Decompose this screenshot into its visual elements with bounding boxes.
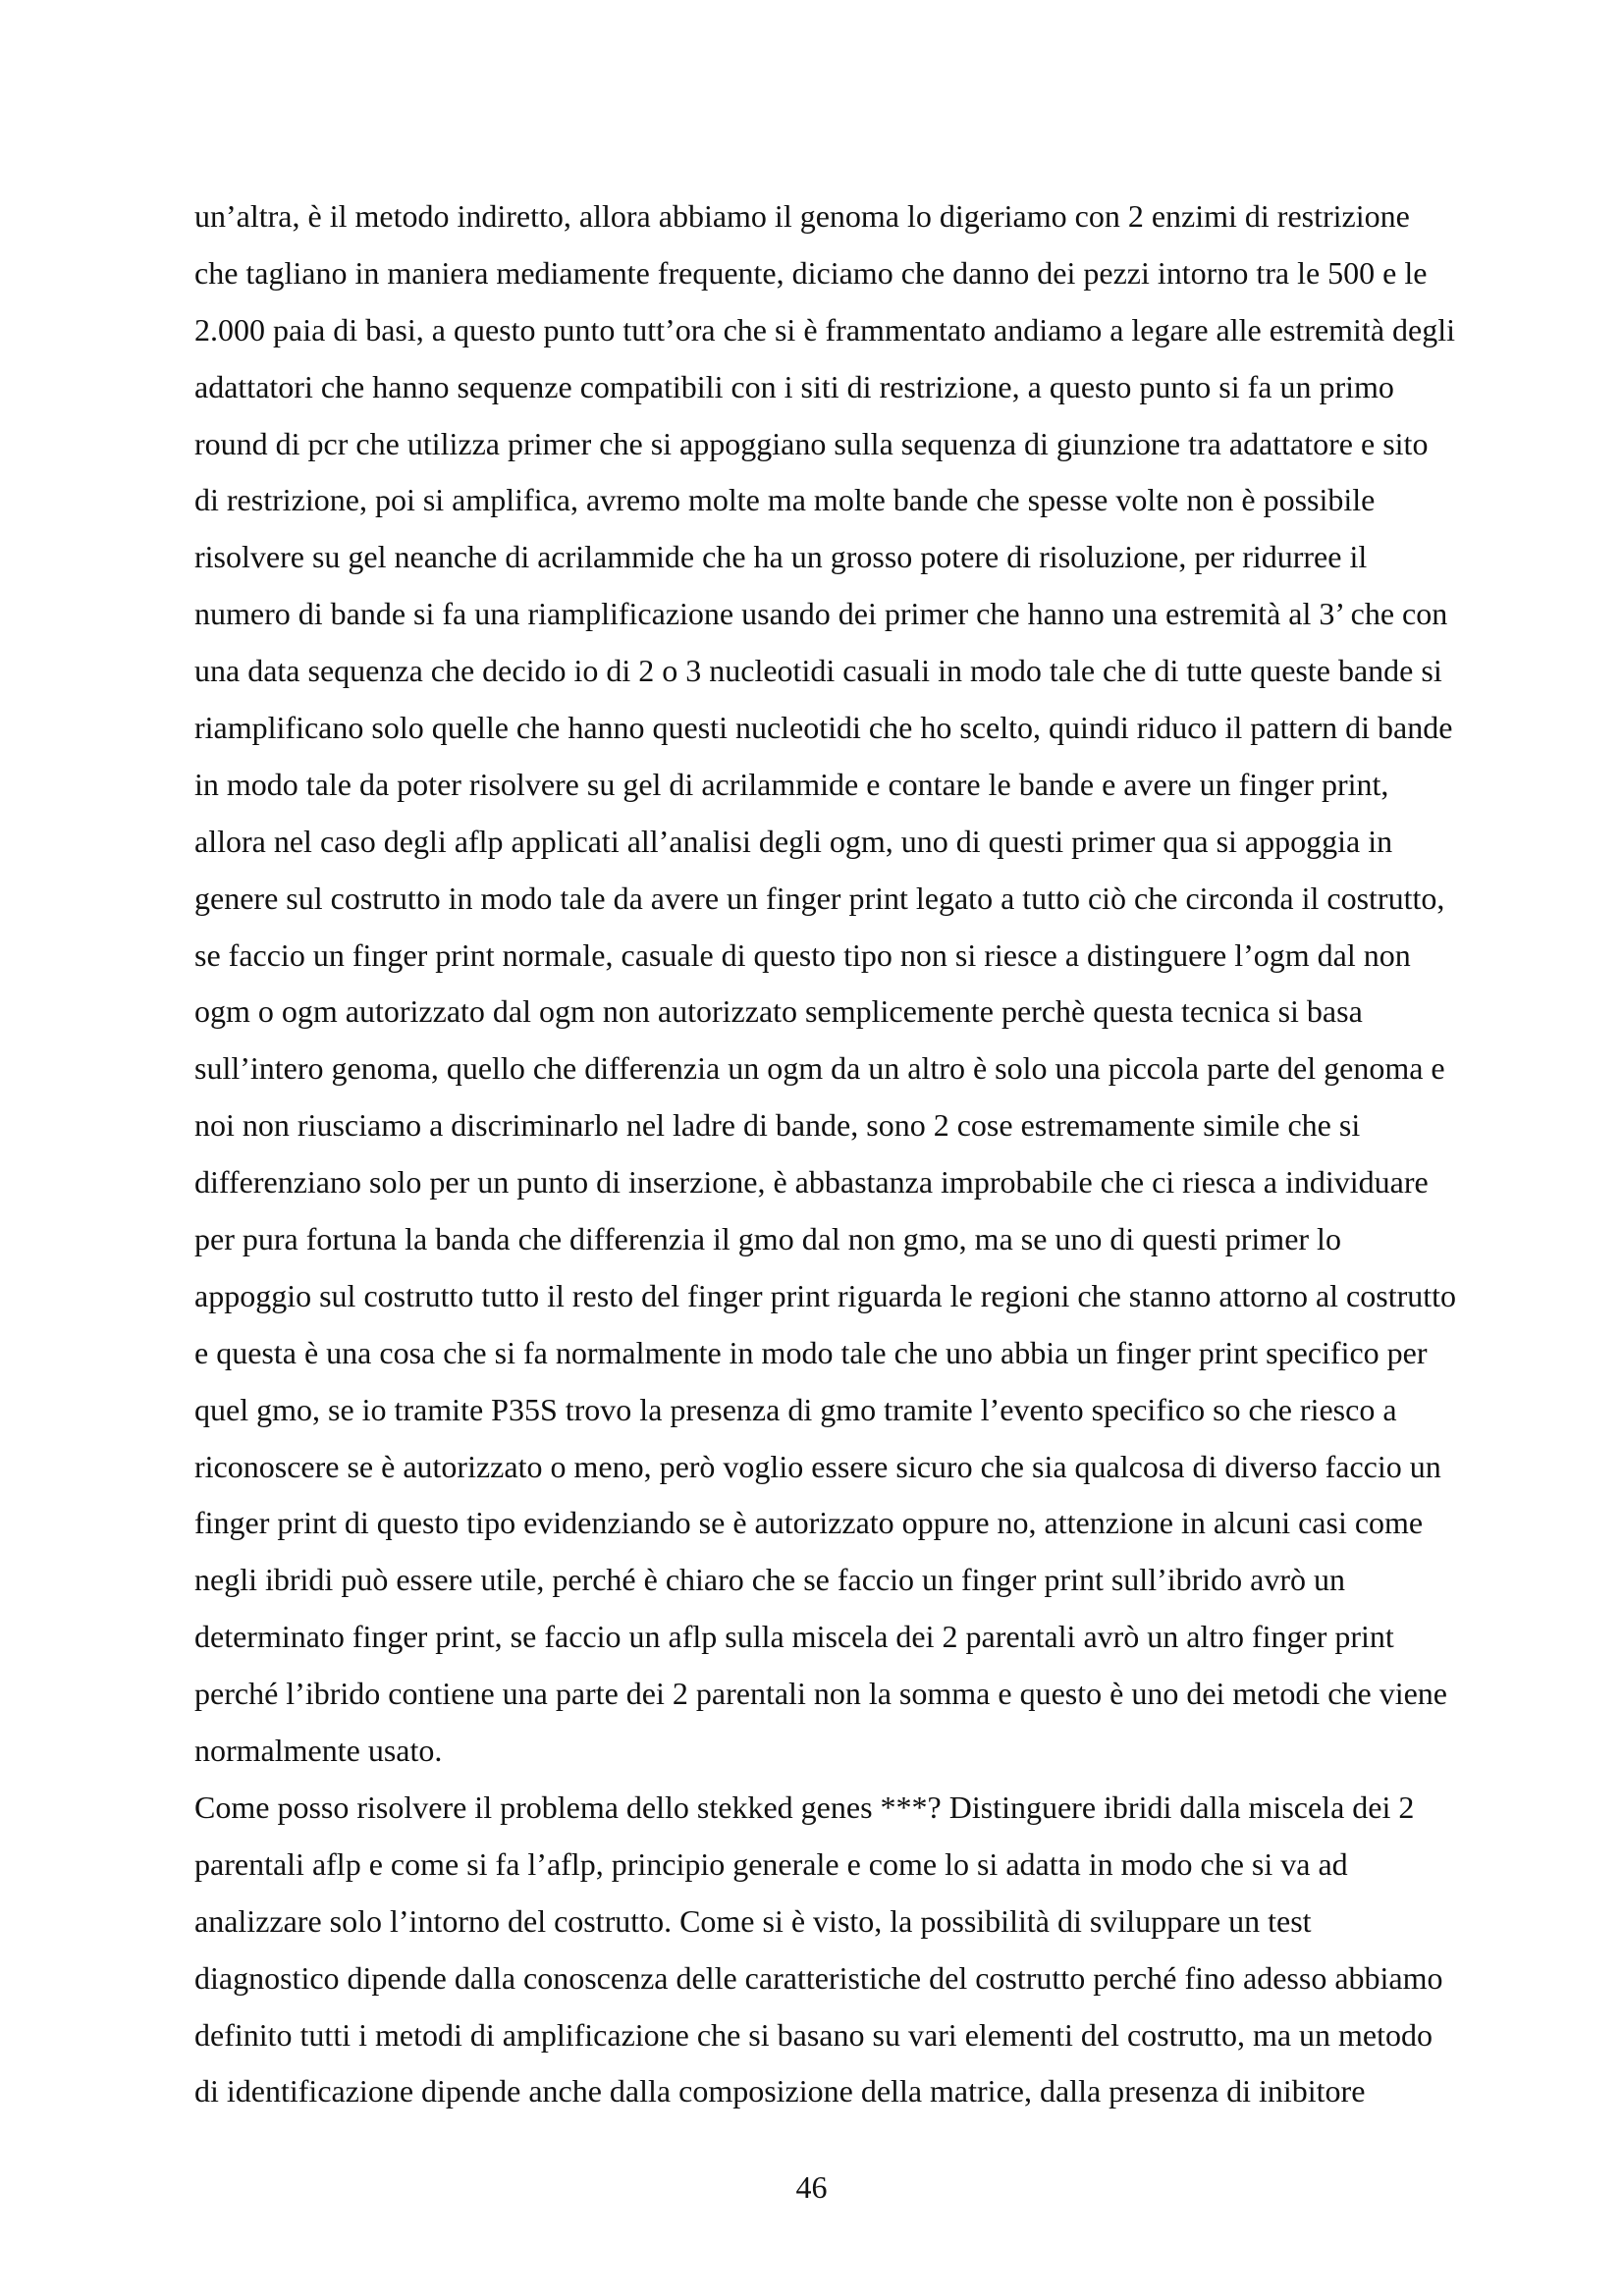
- text-line: ogm o ogm autorizzato dal ogm non autorizzato semplicemente perchè questa tecnica si basa: [194, 993, 1363, 1030]
- text-line: determinato finger print, se faccio un aflp sulla miscela dei 2 parentali avrò un altro finger print: [194, 1619, 1394, 1655]
- body-text: [194, 188, 1481, 2120]
- text-line: differenziano solo per un punto di inserzione, è abbastanza improbabile che ci riesca a individuare: [194, 1164, 1429, 1201]
- text-line: allora nel caso degli aflp applicati all’analisi degli ogm, uno di questi primer qua si appoggia in: [194, 823, 1393, 859]
- text-line: per pura fortuna la banda che differenzia il gmo dal non gmo, ma se uno di questi primer lo: [194, 1221, 1341, 1257]
- text-line: perché l’ibrido contiene una parte dei 2 parentali non la somma e questo è uno dei metodi che viene: [194, 1676, 1447, 1712]
- text-line: round di pcr che utilizza primer che si appoggiano sulla sequenza di giunzione tra adattatore e sito: [194, 425, 1429, 461]
- page-number: 46: [795, 2169, 828, 2205]
- text-line: e questa è una cosa che si fa normalmente in modo tale che uno abbia un finger print specifico per: [194, 1334, 1428, 1370]
- text-line: che tagliano in maniera mediamente frequente, diciamo che danno dei pezzi intorno tra le 500 e le: [194, 254, 1428, 291]
- text-line: appoggio sul costrutto tutto il resto del finger print riguarda le regioni che stanno attorno al costrutto: [194, 1277, 1457, 1313]
- text-line: finger print di questo tipo evidenziando se è autorizzato oppure no, attenzione in alcuni casi come: [194, 1505, 1424, 1541]
- text-line: Come posso risolvere il problema dello stekked genes ***? Distinguere ibridi dalla miscela dei 2: [194, 1789, 1415, 1825]
- text-line: di identificazione dipende anche dalla composizione della matrice, dalla presenza di inibitore: [194, 2073, 1366, 2109]
- text-line: una data sequenza che decido io di 2 o 3 nucleotidi casuali in modo tale che di tutte queste bande si: [194, 653, 1442, 689]
- text-line: in modo tale da poter risolvere su gel di acrilammide e contare le bande e avere un finger print,: [194, 766, 1389, 802]
- text-line: quel gmo, se io tramite P35S trovo la presenza di gmo tramite l’evento specifico so che riesco a: [194, 1391, 1397, 1427]
- text-line: risolvere su gel neanche di acrilammide che ha un grosso potere di risoluzione, per ridurree il: [194, 539, 1368, 575]
- text-line: diagnostico dipende dalla conoscenza delle caratteristiche del costrutto perché fino adesso abbiamo: [194, 1959, 1443, 1996]
- text-line: noi non riusciamo a discriminarlo nel ladre di bande, sono 2 cose estremamente simile che si: [194, 1107, 1361, 1144]
- text-line: adattatori che hanno sequenze compatibili con i siti di restrizione, a questo punto si fa un primo: [194, 368, 1394, 404]
- text-line: analizzare solo l’intorno del costrutto. Come si è visto, la possibilità di sviluppare un test: [194, 1902, 1312, 1939]
- text-line: genere sul costrutto in modo tale da avere un finger print legato a tutto ciò che circonda il costrutto,: [194, 880, 1445, 916]
- text-line: parentali aflp e come si fa l’aflp, principio generale e come lo si adatta in modo che si va ad: [194, 1845, 1348, 1882]
- text-line: di restrizione, poi si amplifica, avremo molte ma molte bande che spesse volte non è possibile: [194, 482, 1376, 518]
- text-line: normalmente usato.: [194, 1733, 443, 1769]
- text-line: negli ibridi può essere utile, perché è chiaro che se faccio un finger print sull’ibrido avrò un: [194, 1562, 1346, 1598]
- text-line: sull’intero genoma, quello che differenzia un ogm da un altro è solo una piccola parte del genoma e: [194, 1050, 1445, 1087]
- text-line: se faccio un finger print normale, casuale di questo tipo non si riesce a distinguere l’ogm dal non: [194, 936, 1411, 973]
- text-line: riconoscere se è autorizzato o meno, però voglio essere sicuro che sia qualcosa di diverso faccio un: [194, 1448, 1441, 1484]
- text-line: 2.000 paia di basi, a questo punto tutt’ora che si è frammentato andiamo a legare alle estremità degli: [194, 311, 1455, 347]
- text-line: definito tutti i metodi di amplificazione che si basano su vari elementi del costrutto, ma un metodo: [194, 2016, 1434, 2053]
- text-line: numero di bande si fa una riamplificazione usando dei primer che hanno una estremità al 3’ che con: [194, 596, 1448, 632]
- text-line: riamplificano solo quelle che hanno questi nucleotidi che ho scelto, quindi riduco il pattern di bande: [194, 710, 1453, 746]
- text-line: un’altra, è il metodo indiretto, allora abbiamo il genoma lo digeriamo con 2 enzimi di restrizione: [194, 198, 1410, 234]
